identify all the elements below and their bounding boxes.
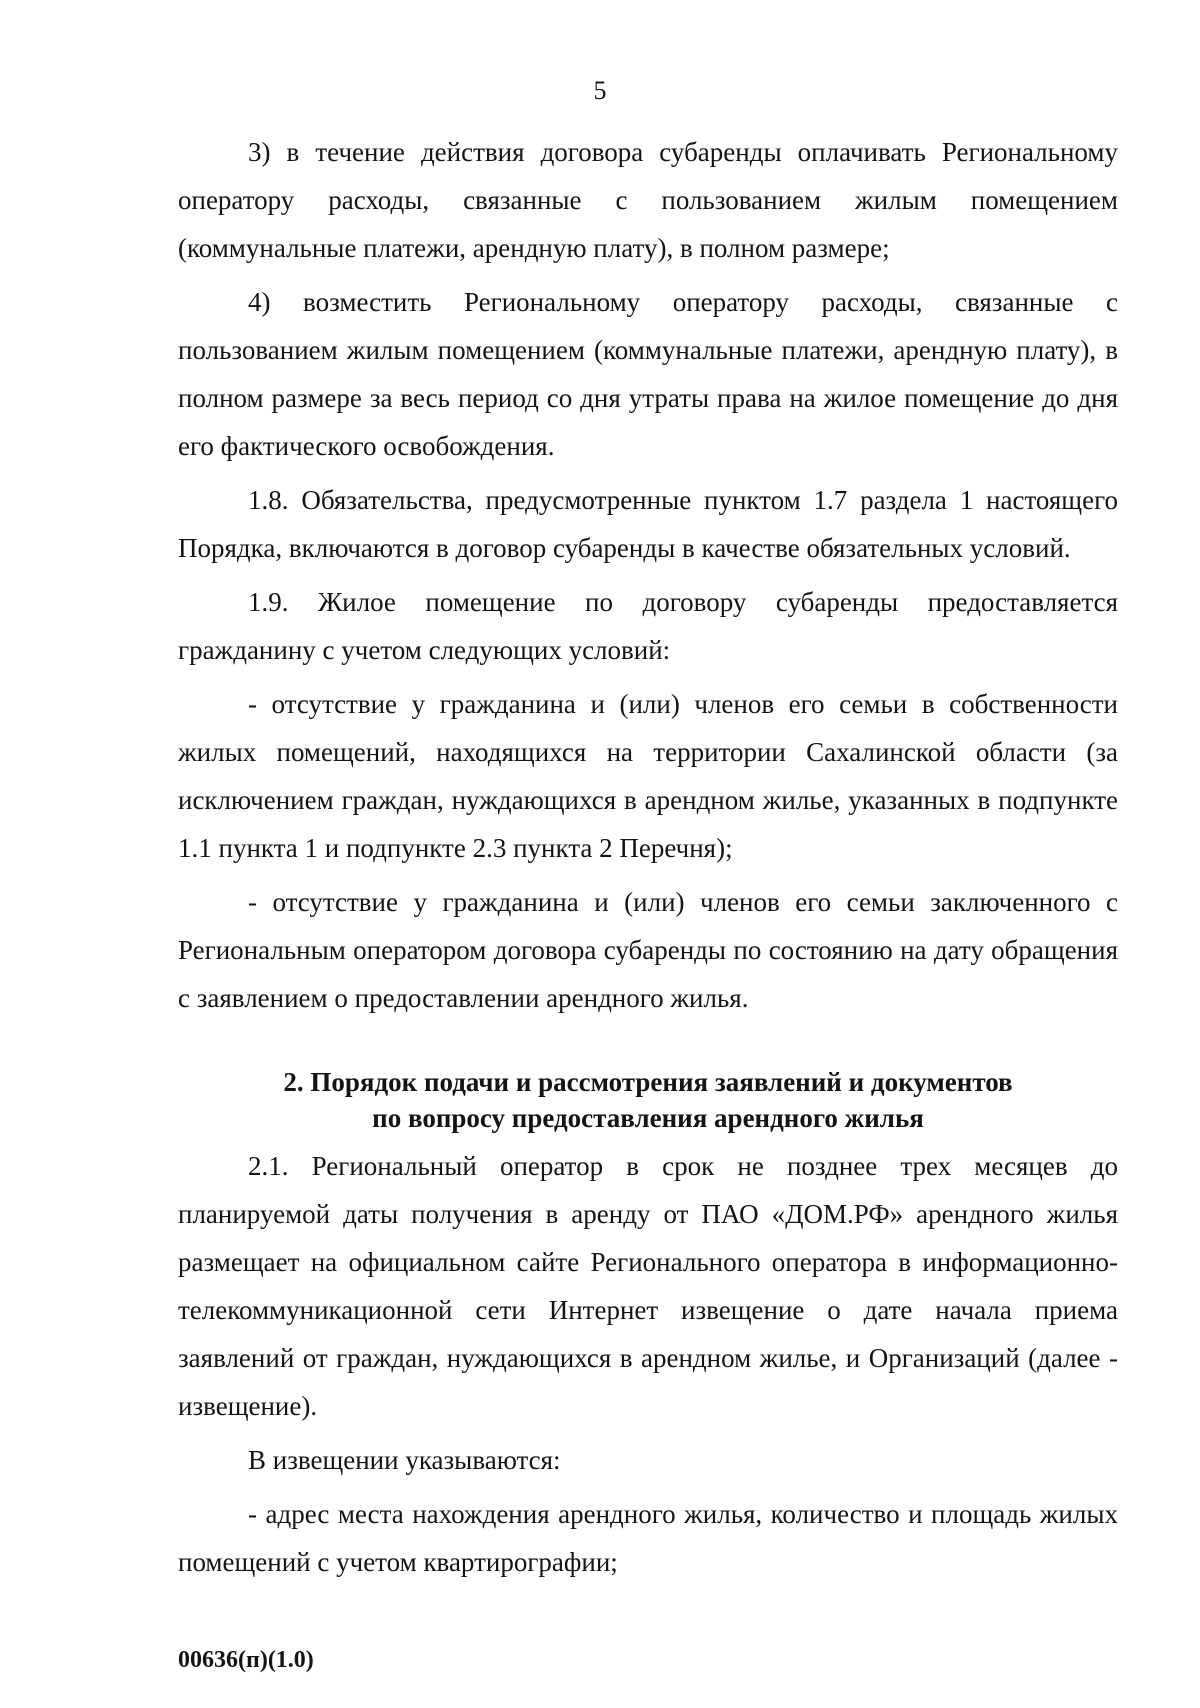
section-heading [178,1064,1118,1136]
paragraph-item-3: 3) в течение действия договора субаренды оплачивать Региональному оператору расходы, связанные с пользованием жилым помещением (коммунальные платежи, арендную плату), в полном размере; [178,137,1118,263]
paragraph-1-9: 1.9. Жилое помещение по договору субаренды предоставляется гражданину с учетом следующих условий: [178,587,1118,665]
condition-no-sublease: - отсутствие у гражданина и (или) членов его семьи заключенного с Региональным оператором договора субаренды по состоянию на дату обращения с заявлением о предоставлении арендного жилья. [178,887,1118,1013]
paragraph-2-1: 2.1. Региональный оператор в срок не позднее трех месяцев до планируемой даты получения в аренду от ПАО «ДОМ.РФ» арендного жилья размещает на официальном сайте Регионального оператора в информационно-телекоммуникационной сети Интернет извещение о дате начала приема заявлений от граждан, нуждающихся в арендном жилье, и Организаций (далее - извещение). [178,1151,1118,1421]
notice-item-address: - адрес места нахождения арендного жилья, количество и площадь жилых помещений с учетом квартирографии; [178,1499,1118,1577]
document-code: 00636(п)(1.0) [178,1647,314,1673]
section-heading-line-1: 2. Порядок подачи и рассмотрения заявлений и документов [283,1067,1013,1097]
paragraph-1-8: 1.8. Обязательства, предусмотренные пунктом 1.7 раздела 1 настоящего Порядка, включаются в договор субаренды в качестве обязательных условий. [178,485,1118,563]
notice-contents-intro: В извещении указываются: [248,1445,561,1475]
condition-no-ownership: - отсутствие у гражданина и (или) членов его семьи в собственности жилых помещений, находящихся на территории Сахалинской области (за исключением граждан, нуждающихся в арендном жилье, указанных в подпункте 1.1 пункта 1 и подпункте 2.3 пункта 2 Перечня); [178,689,1118,863]
page-number: 5 [593,76,607,105]
paragraph-item-4: 4) возместить Региональному оператору расходы, связанные с пользованием жилым помещением (коммунальные платежи, арендную плату), в полном размере за весь период со дня утраты права на жилое помещение до дня его фактического освобождения. [178,287,1118,461]
section-heading-line-2: по вопросу предоставления арендного жилья [372,1103,924,1133]
document-body [178,128,1118,1592]
